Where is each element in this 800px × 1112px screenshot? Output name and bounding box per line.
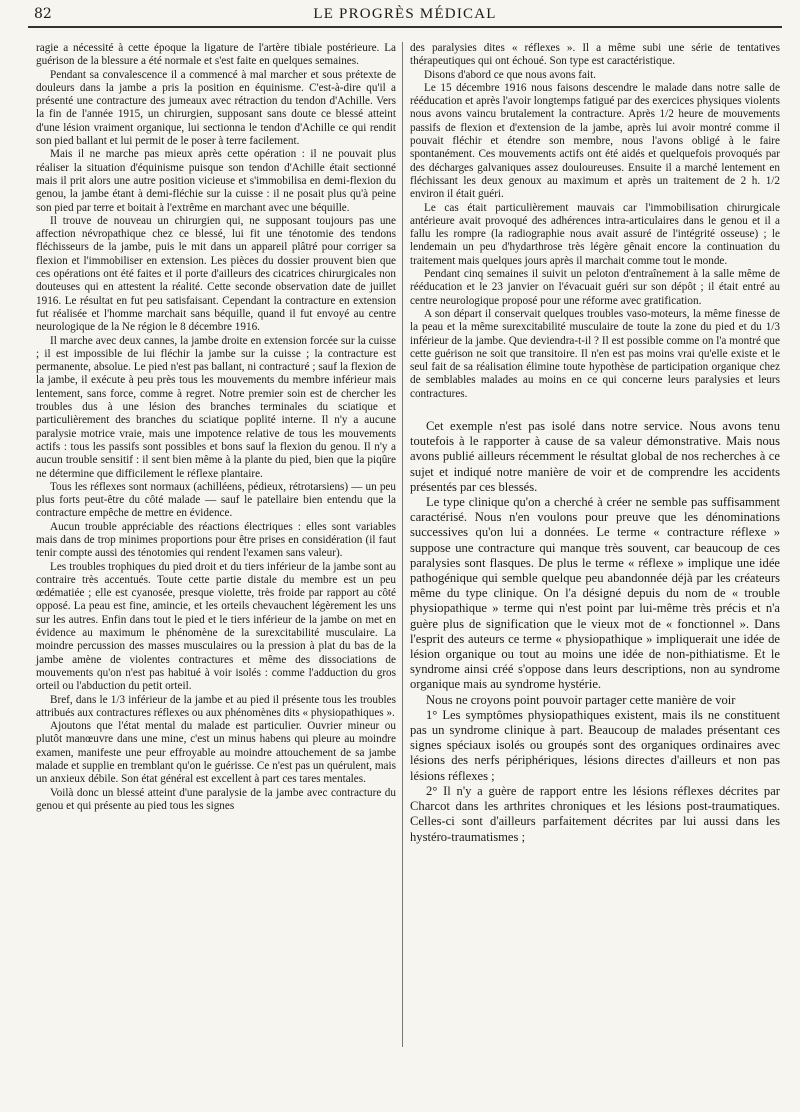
left-column bbox=[36, 42, 396, 813]
paragraph: Mais il ne marche pas mieux après cette opération : il ne pouvait plus réaliser la situation d'équinisme puisque son tendon d'Achille était sectionné mais il prit alors une autre position vicieuse et s'immobilisa en demi-flexion du genou, la jambe étant à demi-fléchie sur la cuisse : il ne posait plus qu'à peine son pied par terre et boitait à l'extrême en marchant avec une béquille. bbox=[36, 148, 396, 214]
paragraph: Le type clinique qu'on a cherché à créer ne semble pas suffisamment caractérisé. Nous n'en voulons pour preuve que les dénominations successives qu'on lui a données. Le terme « contracture réflexe » suppose une contracture qui manque très souvent, car beaucoup de ces paralysies sont flasques. De plus le terme « réflexe » implique une idée pathogénique qui semble quelque peu abandonnée déjà par les créateurs même du type clinique. On l'a désigné depuis du nom de « trouble physiopathique » terme qui n'est point par lui-même très précis et n'a guère plus de signification que le vieux mot de « fonctionnel ». Dans l'esprit des auteurs ce terme « physiopathique » impliquerait une idée de lésion organique ou tout au moins une idée de non-pithiatisme. Et le syndrome ainsi créé s'oppose dans leurs descriptions, non au syndrome organique mais au syndrome hystérie. bbox=[410, 495, 780, 692]
paragraph: Le cas était particulièrement mauvais car l'immobilisation chirurgicale antérieure avait provoqué des adhérences intra-articulaires dans le genou et il a fallu les rompre (la radiographie nous avait assuré de l'intégrité osseuse) ; le lendemain un peu d'hydarthrose très légère gênait encore la continuation du traitement mais quelques jours après il marchait comme tout le monde. bbox=[410, 201, 780, 267]
paragraph: Pendant sa convalescence il a commencé à mal marcher et sous prétexte de douleurs dans la jambe a pris la position en équinisme. C'est-à-dire qu'il a présenté une contracture des jumeaux avec rétraction du tendon d'Achille. Vers la fin de l'année 1915, un chirurgien, supposant sans doute ce blessé atteint d'une lésion vraiment organique, lui sectionna le tendon d'Achille ce qui rendit son pied ballant et lui permit de le poser à terre facilement. bbox=[36, 68, 396, 148]
paragraph: 1° Les symptômes physiopathiques existent, mais ils ne constituent pas un syndrome clinique à part. Beaucoup de malades présentant ces signes spéciaux isolés ou groupés sont des organiques ordinaires avec lésions des nerfs périphériques, lésions directes d'ailleurs et non pas lésions réflexes ; bbox=[410, 707, 780, 783]
paragraph: Il marche avec deux cannes, la jambe droite en extension forcée sur la cuisse ; il est impossible de lui fléchir la jambe sur la cuisse ; la contracture est permanente, absolue. Le pied n'est pas ballant, ni contracturé ; sauf la flexion de la jambe, il exécute à peu près tous les mouvements du membre inférieur mais lentement, sans force, comme à regret. Notre premier soin est de chercher les troubles dus à une lésion des branches terminales du sciatique et particulièrement des branches du sciatique poplité interne. Il n'y a aucune paralysie motrice vraie, mais une impotence relative de tous les mouvements actifs : tous les passifs sont possibles et bons sauf la flexion du genou. Il n'y a aucun trouble sensitif : il sent bien même à la plante du pied, bien que la piqûre ne détermine que difficilement le réflexe plantaire. bbox=[36, 334, 396, 480]
column-divider bbox=[402, 42, 403, 1047]
paragraph: Nous ne croyons point pouvoir partager cette manière de voir bbox=[426, 692, 736, 707]
page-header bbox=[28, 4, 782, 28]
paragraph: Voilà donc un blessé atteint d'une paralysie de la jambe avec contracture du genou et qui présente au pied tous les signes bbox=[36, 786, 396, 812]
paragraph: Ajoutons que l'état mental du malade est particulier. Ouvrier mineur ou plutôt manœuvre dans une mine, c'est un minus habens qui pleure au moindre examen, manifeste une peur effroyable au moindre attouchement de sa jambe malade et supplie en tremblant qu'on le guérisse. Ce n'est pas un quérulent, mais un anxieux débile. Son état général est excellent à part ces tares mentales. bbox=[36, 720, 396, 786]
paragraph: 2° Il n'y a guère de rapport entre les lésions réflexes décrites par Charcot dans les arthrites chroniques et les lésions post-traumatiques. Celles-ci sont d'ailleurs parfaitement décrites par lui aussi dans les hystéro-traumatismes ; bbox=[410, 783, 780, 844]
paragraph: Aucun trouble appréciable des réactions électriques : elles sont variables mais dans de trop minimes proportions pour être prises en considération (il faut tenir compte aussi des ténotomies qui rendent l'examen sans valeur). bbox=[36, 520, 396, 560]
paragraph: Le 15 décembre 1916 nous faisons descendre le malade dans notre salle de rééducation et après l'avoir longtemps fatigué par des exercices physiques violents nous avons vaincu brutalement la contracture. Après 1/2 heure de mouvements passifs de flexion et d'extension de la jambe, après lui avoir montré comme il pouvait fléchir et étendre son membre, nous l'avons obligé à le faire spontanément. Ces mouvements actifs ont été aidés et quelquefois provoqués par des décharges galvaniques assez douloureuses. Ensuite il a marché lentement en fléchissant les deux genoux au maximum et après un traitement de 2 h. 1/2 environ il était guéri. bbox=[410, 81, 780, 201]
paragraph: Les troubles trophiques du pied droit et du tiers inférieur de la jambe sont au contraire très accentués. Toute cette partie distale du membre est un peu œdématiée ; elle est cyanosée, presque violette, très froide par rapport au côté opposé. La peau est fine, amincie, et les orteils chevauchent légèrement les uns sur les autres. Enfin dans tout le pied et le tiers inférieur de la jambe on met en évidence au maximum le phénomène de la surexcitabilité musculaire. La moindre percussion des masses musculaires ou la pression à plat du bas de la jambe amène de violentes contractures et même des dissociations de mouvements qu'on n'est pas habitué à voir isolés : comme l'adduction du gros orteil ou l'abduction du petit orteil. bbox=[36, 560, 396, 693]
paragraph: Tous les réflexes sont normaux (achilléens, pédieux, rétrotarsiens) — un peu plus forts peut-être du côté malade — sauf le patellaire bien entendu que la contracture empêche de mettre en évidence. bbox=[36, 480, 396, 520]
page-number: 82 bbox=[34, 6, 52, 22]
right-column bbox=[410, 42, 780, 845]
paragraph: Disons d'abord ce que nous avons fait. bbox=[424, 68, 596, 81]
paragraph: A son départ il conservait quelques troubles vaso-moteurs, la même finesse de la peau et la même surexcitabilité musculaire de toute la zone du pied et du 1/3 inférieur de la jambe. Que deviendra-t-il ? Il est possible comme on l'a montré que cette guérison ne soit que transitoire. Il n'en est pas moins vrai qu'elle existe et le seul fait de sa réalisation élimine toute hypothèse de participation organique chez de semblables malades au moins en ce qui concerne leurs paralysies et leurs contractures. bbox=[410, 307, 780, 400]
running-title: LE PROGRÈS MÉDICAL bbox=[313, 6, 497, 22]
paragraph: Bref, dans le 1/3 inférieur de la jambe et au pied il présente tous les troubles attribués aux contractures réflexes ou aux phénomènes dits « physiopathiques ». bbox=[36, 693, 396, 719]
paragraph: des paralysies dites « réflexes ». Il a même subi une série de tentatives thérapeutiques qui ont échoué. Son type est caractéristique. bbox=[410, 42, 780, 68]
paragraph: Il trouve de nouveau un chirurgien qui, ne supposant toujours pas une affection névropathique chez ce blessé, lui fit une ténotomie des tendons fléchisseurs de la jambe, puis le mit dans un appareil plâtré pour corriger sa flexion et l'immobiliser en extension. Les pièces du dossier prouvent bien que ces opérations ont été faites et il porte d'ailleurs des cicatrices chirurgicales non douteuses qui en attestent la réalité. Cette seconde observation date de juillet 1916. Le résultat en fut peu satisfaisant. Cependant la contracture en extension fut réalisée et l'homme marchait sans béquille, quand il fut envoyé au centre neurologique de la Ne région le 8 décembre 1916. bbox=[36, 214, 396, 334]
paragraph: ragie a nécessité à cette époque la ligature de l'artère tibiale postérieure. La guérison de la blessure a été normale et s'est faite en quelques semaines. bbox=[36, 42, 396, 68]
paragraph: Cet exemple n'est pas isolé dans notre service. Nous avons tenu toutefois à le rapporter à cause de sa valeur démonstrative. Mais nous avons publié ailleurs récemment le résultat global de nos recherches à ce sujet et indiqué notre manière de voir et de comprendre les accidents présentés par ces blessés. bbox=[410, 419, 780, 494]
paragraph: Pendant cinq semaines il suivit un peloton d'entraînement à la salle même de rééducation et le 23 janvier on l'évacuait guéri sur son dépôt ; il était entré au centre neurologique proposé pour une réforme avec gratification. bbox=[410, 268, 780, 307]
discussion-section bbox=[410, 419, 780, 845]
